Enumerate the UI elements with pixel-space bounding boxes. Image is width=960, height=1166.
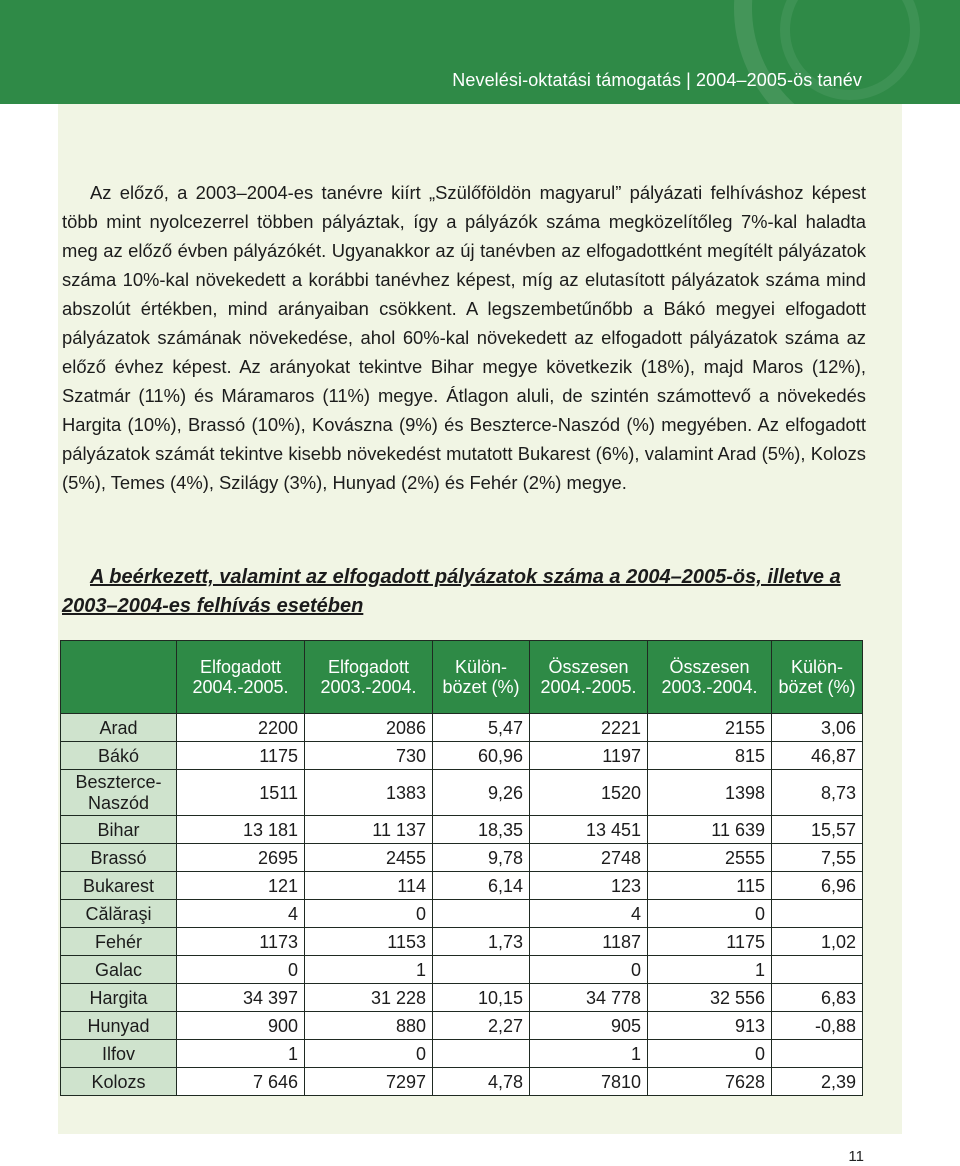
table-cell: 0 [177,956,305,984]
table-cell: 0 [648,1040,772,1068]
row-name-line: Bukarest [82,875,155,896]
table-cell: 1,73 [433,928,530,956]
column-header-line: 2003.-2004. [661,677,758,697]
header-corner-cell [61,641,177,714]
table-cell [772,1040,863,1068]
table-row [61,844,863,872]
table-cell: 1,02 [772,928,863,956]
table-cell: 7628 [648,1068,772,1096]
row-name-line: Hargita [89,987,148,1008]
column-header [530,641,648,714]
table-cell: 4 [177,900,305,928]
row-name-cell [61,816,177,844]
table-cell: 7,55 [772,844,863,872]
table-cell: 1398 [648,770,772,816]
table-cell: 34 778 [530,984,648,1012]
table-cell: 1520 [530,770,648,816]
table-cell: 730 [305,742,433,770]
table-cell: 9,78 [433,844,530,872]
table-cell: 2555 [648,844,772,872]
table-cell: 7297 [305,1068,433,1096]
table-cell [433,1040,530,1068]
table-cell: 8,73 [772,770,863,816]
table-cell: 114 [305,872,433,900]
row-name-cell [61,770,177,816]
row-name-line: Ilfov [101,1043,135,1064]
table-cell: 34 397 [177,984,305,1012]
row-name-cell [61,1068,177,1096]
table-cell: 10,15 [433,984,530,1012]
table-cell: -0,88 [772,1012,863,1040]
row-name-line: Naszód [87,792,150,813]
table-cell: 123 [530,872,648,900]
column-header-line: bözet (%) [778,677,856,697]
table-cell: 11 137 [305,816,433,844]
column-header [305,641,433,714]
table-row [61,816,863,844]
row-name-cell [61,714,177,742]
table-cell: 13 181 [177,816,305,844]
table-cell: 2,39 [772,1068,863,1096]
table-header-row [61,641,863,714]
column-header [648,641,772,714]
header-title: Nevelési-oktatási támogatás | 2004–2005-ös tanév [452,70,862,90]
column-header-line: 2004.-2005. [540,677,637,697]
column-header-line: bözet (%) [442,677,520,697]
column-header-line: Külön- [454,657,508,677]
row-name-cell [61,984,177,1012]
row-name-line: Galac [94,959,143,980]
table-cell: 2086 [305,714,433,742]
row-name-line: Bákó [97,745,140,766]
table-cell: 0 [305,1040,433,1068]
body-paragraph [62,178,866,497]
table-cell: 0 [648,900,772,928]
table-caption-text: A beérkezett, valamint az elfogadott pályázatok száma a 2004–2005-ös, illetve a 2003–2004-es felhívás esetében [62,566,841,617]
table-cell: 815 [648,742,772,770]
row-name-cell [61,1040,177,1068]
table-cell: 1175 [648,928,772,956]
column-header-line: 2004.-2005. [192,677,289,697]
row-name-line: Fehér [94,931,143,952]
row-name-line: Hunyad [87,1015,150,1036]
row-name-cell [61,742,177,770]
table-row [61,1068,863,1096]
table-cell: 905 [530,1012,648,1040]
body-text: Az előző, a 2003–2004-es tanévre kiírt „Szülőföldön magyarul” pályázati felhíváshoz képest több mint nyolcezerrel többen pályáztak, így a pályázók száma megközelítőleg 7%-kal haladta meg az előző évben pályázókét. Ugyanakkor az új tanévben az elfogadottként megítélt pályázatok száma 10%-kal növekedett a korábbi tanévhez képest, míg az elutasított pályázatok száma mind abszolút értékben, mind arányaiban csökkent. A legszembetűnőbb a Bákó megyei elfogadott pályázatok számának növekedése, ahol 60%-kal növekedett az elfogadott pályázatok száma az előző évhez képest. Az arányokat tekintve Bihar megye következik (18%), majd Maros (12%), Szatmár (11%) és Máramaros (11%) megye. Átlagon aluli, de szintén számottevő a növekedés Hargita (10%), Brassó (10%), Kovászna (9%) és Beszterce-Naszód (%) megyében. Az elfogadott pályázatok számát tekintve kisebb növekedést mutatott Bukarest (6%), valamint Arad (5%), Kolozs (5%), Temes (4%), Szilágy (3%), Hunyad (2%) és Fehér (2%) megye. [62,182,866,493]
table-row [61,1040,863,1068]
column-header-line: Elfogadott [199,657,282,677]
row-name-line: Brassó [90,847,147,868]
table-body [61,714,863,1096]
table-cell: 2455 [305,844,433,872]
table-cell: 1197 [530,742,648,770]
row-name-line: Kolozs [91,1071,146,1092]
table-row [61,956,863,984]
table-cell: 7 646 [177,1068,305,1096]
column-header-line: Összesen [669,657,750,677]
row-name-cell [61,872,177,900]
table-cell: 121 [177,872,305,900]
row-name-cell [61,928,177,956]
table-cell: 1511 [177,770,305,816]
table-cell: 1 [530,1040,648,1068]
table-caption [62,563,882,621]
table-cell: 5,47 [433,714,530,742]
table-cell: 18,35 [433,816,530,844]
table-cell: 880 [305,1012,433,1040]
table-cell: 1 [177,1040,305,1068]
table-cell: 6,83 [772,984,863,1012]
table-cell: 2200 [177,714,305,742]
page-number: 11 [848,1148,864,1165]
table-cell: 4 [530,900,648,928]
table-cell: 1383 [305,770,433,816]
table-cell: 2221 [530,714,648,742]
table-cell: 0 [305,900,433,928]
table-cell: 2,27 [433,1012,530,1040]
row-name-line: Bihar [97,819,140,840]
column-header [177,641,305,714]
page-header [0,0,960,104]
table-cell [772,900,863,928]
table-cell: 6,96 [772,872,863,900]
table-row [61,872,863,900]
row-name-cell [61,1012,177,1040]
column-header [772,641,863,714]
table-row [61,900,863,928]
table-cell: 0 [530,956,648,984]
table-cell [772,956,863,984]
column-header-line: 2003.-2004. [320,677,417,697]
column-header [433,641,530,714]
data-table [60,640,863,1096]
table-cell: 32 556 [648,984,772,1012]
table-cell: 1175 [177,742,305,770]
table-cell: 1 [648,956,772,984]
column-header-line: Összesen [548,657,629,677]
row-name-line: Arad [99,717,138,738]
table-cell: 1173 [177,928,305,956]
row-name-cell [61,956,177,984]
table-cell: 1 [305,956,433,984]
table-cell: 60,96 [433,742,530,770]
row-name-cell [61,844,177,872]
table-cell: 4,78 [433,1068,530,1096]
row-name-line: Beszterce- [75,771,162,792]
table-cell: 15,57 [772,816,863,844]
row-name-cell [61,900,177,928]
row-name-line: Călăraşi [85,903,152,924]
table-cell [433,956,530,984]
table-cell: 900 [177,1012,305,1040]
table-row [61,714,863,742]
table-cell: 1153 [305,928,433,956]
table-cell: 7810 [530,1068,648,1096]
table-cell: 2748 [530,844,648,872]
table-cell: 46,87 [772,742,863,770]
column-header-line: Elfogadott [327,657,410,677]
table-cell: 2695 [177,844,305,872]
table-row [61,742,863,770]
table-cell: 3,06 [772,714,863,742]
table-cell: 11 639 [648,816,772,844]
table-cell: 9,26 [433,770,530,816]
table-cell: 13 451 [530,816,648,844]
table-row [61,928,863,956]
table-cell: 913 [648,1012,772,1040]
table-cell: 115 [648,872,772,900]
column-header-line: Külön- [790,657,844,677]
table-cell: 2155 [648,714,772,742]
table-row [61,1012,863,1040]
table-cell [433,900,530,928]
table-row [61,984,863,1012]
table-cell: 6,14 [433,872,530,900]
table-cell: 31 228 [305,984,433,1012]
table-row [61,770,863,816]
table-cell: 1187 [530,928,648,956]
